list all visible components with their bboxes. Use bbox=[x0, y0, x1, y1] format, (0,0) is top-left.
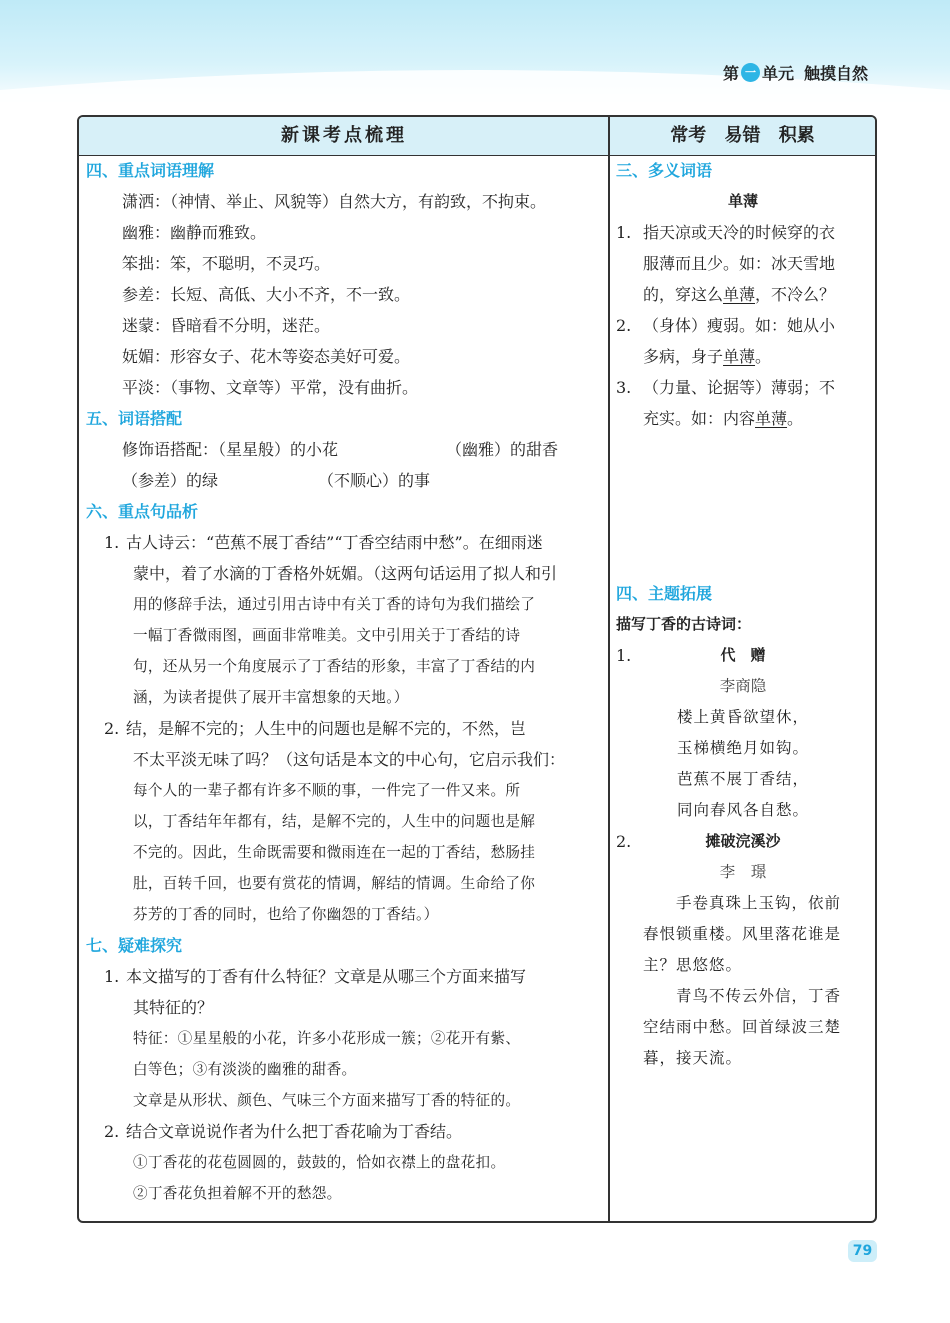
list-item bbox=[616, 372, 870, 403]
item-text: 一幅丁香微雨图，画面非常唯美。文中引用关于丁香结的诗 bbox=[133, 627, 521, 644]
table-header-right: 常考 易错 积累 bbox=[670, 125, 815, 146]
item-text: 服薄而且少。如：冰天雪地 bbox=[643, 254, 836, 273]
item-number: 2. bbox=[616, 832, 632, 851]
section-title: 七、疑难探究 bbox=[86, 936, 183, 955]
section-title: 五、词语搭配 bbox=[86, 409, 183, 428]
section-title: 四、主题拓展 bbox=[616, 584, 713, 603]
poem-line: 楼上黄昏欲望休， bbox=[676, 708, 809, 726]
poem-line: 春恨锁重楼。风里落花谁是 bbox=[643, 925, 842, 943]
item-number: 1. bbox=[616, 223, 632, 242]
item-text: 指天凉或天冷的时候穿的衣 bbox=[643, 223, 836, 242]
section-title: 三、多义词语 bbox=[616, 161, 713, 180]
item-text-line bbox=[616, 403, 870, 434]
subtitle: 描写丁香的古诗词： bbox=[616, 615, 752, 633]
list-item: 幽雅：幽静而雅致。 bbox=[122, 223, 267, 242]
item-text: 结合文章说说作者为什么把丁香花喻为丁香结。 bbox=[126, 1122, 463, 1141]
item-text: 涵，为读者提供了展开丰富想象的天地。） bbox=[133, 689, 409, 706]
item-number: 1. bbox=[104, 967, 120, 986]
table-header-left: 新课考点梳理 bbox=[281, 125, 407, 146]
item-text: 古人诗云：“芭蕉不展丁香结”“丁香空结雨中愁”。在细雨迷 bbox=[126, 533, 543, 552]
item-number: 2. bbox=[616, 316, 632, 335]
item-text: 本文描写的丁香有什么特征？文章是从哪三个方面来描写 bbox=[126, 967, 527, 986]
poem-line: 暮，接天流。 bbox=[643, 1049, 743, 1067]
spacer bbox=[616, 434, 870, 578]
collocation-row bbox=[86, 465, 604, 496]
unit-suffix: 单元 bbox=[761, 64, 794, 83]
list-item bbox=[86, 1116, 604, 1147]
unit-number-badge: 一 bbox=[741, 63, 760, 82]
item-text: 其特征的？ bbox=[133, 998, 214, 1017]
poem-title-row bbox=[616, 640, 870, 671]
unit-title: 触摸自然 bbox=[803, 64, 868, 83]
item-text: 用的修辞手法，通过引用古诗中有关丁香的诗句为我们描绘了 bbox=[133, 596, 536, 613]
section-title: 四、重点词语理解 bbox=[86, 161, 215, 180]
table-header-row bbox=[79, 117, 875, 156]
item-number: 3. bbox=[616, 378, 632, 397]
list-item: 笨拙：笨，不聪明，不灵巧。 bbox=[122, 254, 331, 273]
item-text: ，不冷么？ bbox=[755, 285, 836, 304]
item-text: 多病，身子 bbox=[643, 347, 724, 366]
poem-line: 芭蕉不展丁香结， bbox=[676, 770, 809, 788]
top-banner bbox=[0, 0, 950, 108]
poem-line: 主？思悠悠。 bbox=[643, 956, 743, 974]
item-text: 的，穿这么 bbox=[643, 285, 724, 304]
example-word: 单薄 bbox=[723, 285, 756, 304]
collocation: （参差）的绿 bbox=[122, 471, 219, 490]
poem-line: 同向春风各自愁。 bbox=[676, 801, 809, 819]
answer-text: 白等色；③有淡淡的幽雅的甜香。 bbox=[133, 1061, 357, 1078]
unit-prefix: 第 bbox=[722, 64, 739, 83]
section-title: 六、重点句品析 bbox=[86, 502, 199, 521]
list-item bbox=[616, 310, 870, 341]
item-text: 蒙中，着了水滴的丁香格外妩媚。（这两句话运用了拟人和引 bbox=[133, 564, 558, 583]
list-item: 迷蒙：昏暗看不分明，迷茫。 bbox=[122, 316, 331, 335]
item-text: 不完的。因此，生命既需要和微雨连在一起的丁香结，愁肠挂 bbox=[133, 844, 536, 861]
word-heading: 单薄 bbox=[727, 192, 758, 210]
example-word: 单薄 bbox=[755, 409, 788, 428]
list-item bbox=[86, 713, 604, 744]
list-item bbox=[86, 961, 604, 992]
poem-author: 李商隐 bbox=[719, 677, 767, 695]
poem-author: 李 璟 bbox=[719, 863, 767, 881]
collocation: 修饰语搭配：（星星般）的小花 bbox=[122, 440, 339, 459]
item-text: 充实。如：内容 bbox=[643, 409, 756, 428]
poem-title: 代 赠 bbox=[720, 646, 766, 664]
item-number: 1. bbox=[104, 533, 120, 552]
list-item: 妩媚：形容女子、花木等姿态美好可爱。 bbox=[122, 347, 411, 366]
item-text: 。 bbox=[787, 409, 804, 428]
collocation: （不顺心）的事 bbox=[318, 471, 431, 490]
item-text: 不太平淡无味了吗？（这句话是本文的中心句，它启示我们： bbox=[133, 750, 566, 769]
poem-line: 青鸟不传云外信，丁香 bbox=[676, 987, 842, 1005]
list-item bbox=[86, 527, 604, 558]
item-text: 以，丁香结年年都有，结，是解不完的，人生中的问题也是解 bbox=[133, 813, 536, 830]
poem-line: 空结雨中愁。回首绿波三楚 bbox=[643, 1018, 842, 1036]
item-number: 1. bbox=[616, 646, 632, 665]
poem-title-row bbox=[616, 826, 870, 857]
list-item: 参差：长短、高低、大小不齐，不一致。 bbox=[122, 285, 411, 304]
answer-text: 文章是从形状、颜色、气味三个方面来描写丁香的特征的。 bbox=[133, 1092, 521, 1109]
poem-line: 手卷真珠上玉钩，依前 bbox=[676, 894, 842, 912]
item-text: 每个人的一辈子都有许多不顺的事，一件完了一件又来。所 bbox=[133, 782, 521, 799]
list-item bbox=[616, 217, 870, 248]
poem-line: 玉梯横绝月如钩。 bbox=[676, 739, 809, 757]
list-item: 平淡：（事物、文章等）平常，没有曲折。 bbox=[122, 378, 419, 397]
poem-title: 摊破浣溪沙 bbox=[705, 832, 781, 850]
right-column bbox=[616, 155, 870, 1074]
item-text-line bbox=[616, 341, 870, 372]
item-text: 肚，百转千回，也要有赏花的情调，解结的情调。生命给了你 bbox=[133, 875, 536, 892]
answer-text: ②丁香花负担着解不开的愁怨。 bbox=[133, 1185, 342, 1202]
example-word: 单薄 bbox=[723, 347, 756, 366]
collocation: （幽雅）的甜香 bbox=[446, 440, 559, 459]
answer-text: 特征：①星星般的小花，许多小花形成一簇；②花开有紫、 bbox=[133, 1030, 521, 1047]
item-text-line bbox=[616, 279, 870, 310]
item-text: 芬芳的丁香的同时，也给了你幽怨的丁香结。） bbox=[133, 906, 439, 923]
item-text: 。 bbox=[755, 347, 772, 366]
content-table bbox=[77, 115, 877, 1223]
page-number: 79 bbox=[848, 1240, 877, 1262]
item-text: （身体）瘦弱。如：她从小 bbox=[643, 316, 836, 335]
column-divider bbox=[608, 117, 610, 1223]
answer-text: ①丁香花的花苞圆圆的，鼓鼓的，恰如衣襟上的盘花扣。 bbox=[133, 1154, 506, 1171]
item-text: 结，是解不完的；人生中的问题也是解不完的，不然，岂 bbox=[126, 719, 527, 738]
list-item: 潇洒：（神情、举止、风貌等）自然大方，有韵致，不拘束。 bbox=[122, 192, 547, 211]
item-number: 2. bbox=[104, 1122, 120, 1141]
item-text: （力量、论据等）薄弱；不 bbox=[643, 378, 836, 397]
unit-label bbox=[723, 61, 868, 84]
left-column bbox=[86, 155, 604, 1209]
collocation-row bbox=[86, 434, 604, 465]
item-text: 句，还从另一个角度展示了丁香结的形象，丰富了丁香结的内 bbox=[133, 658, 536, 675]
item-number: 2. bbox=[104, 719, 120, 738]
